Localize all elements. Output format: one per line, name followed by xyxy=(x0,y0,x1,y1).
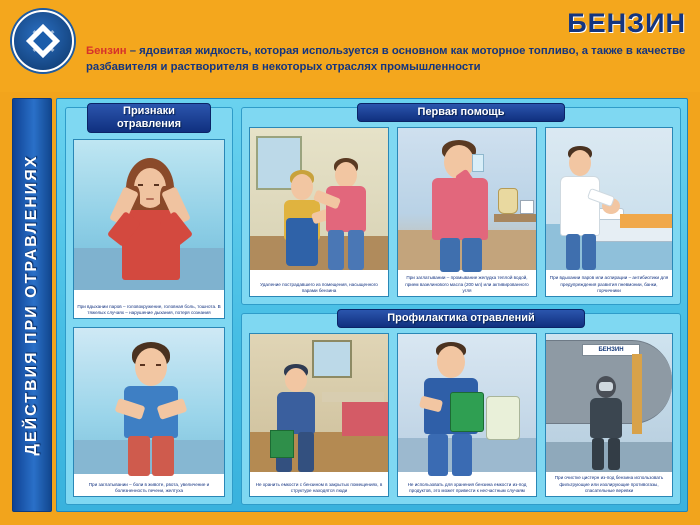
intro-text xyxy=(86,44,686,75)
card-prevention-1 xyxy=(249,333,389,497)
illustration-tank-cleaning xyxy=(546,334,672,472)
section-title-signs-line1: Признаки xyxy=(123,104,175,117)
card-prevention-3-caption: При очистке цистерн из-под бензина использовать фильтрующие или изолирующие противогазы, спасательные веревки xyxy=(546,473,672,496)
card-prevention-2 xyxy=(397,333,537,497)
card-aid-3-caption: При вдыхании паров или аспирации – антибиотики для предупреждения развития пневмонии, банки, горчичники xyxy=(546,273,672,296)
card-aid-3 xyxy=(545,127,673,297)
card-aid-1 xyxy=(249,127,389,297)
intro-body: – ядовитая жидкость, которая используется в основном как моторное топливо, а также в качестве разбавителя и растворителя в некоторых отраслях промышленности xyxy=(86,45,686,73)
illustration-drinking-water xyxy=(398,128,536,270)
section-title-signs-line2: отравления xyxy=(116,118,182,130)
section-title-first-aid-label: Первая помощь xyxy=(417,105,505,118)
tank-label: БЕНЗИН xyxy=(582,344,640,356)
card-prevention-1-caption: Не хранить емкости с бензином в закрытых помещениях, в структуре находятся люди xyxy=(250,480,388,496)
poster-header xyxy=(0,0,700,92)
card-signs-2-caption: При заглатывании – боли в животе, рвота, увеличение и болезненность печени, желтуха xyxy=(74,480,224,496)
card-signs-1 xyxy=(73,139,225,319)
emercom-star-logo xyxy=(12,10,74,72)
sidebar-vertical-banner xyxy=(12,98,52,512)
illustration-rescue-from-room xyxy=(250,128,388,270)
section-title-prevention xyxy=(337,309,585,328)
illustration-fuel-can-in-house xyxy=(250,334,388,472)
card-prevention-3 xyxy=(545,333,673,497)
content-board xyxy=(56,98,688,512)
illustration-stomach-pain-man xyxy=(74,328,224,474)
section-title-first-aid xyxy=(357,103,565,122)
section-title-signs xyxy=(87,103,211,133)
card-aid-1-caption: Удаление пострадавшего из помещения, насыщенного парами бензина xyxy=(250,280,388,296)
illustration-headache-woman xyxy=(74,140,224,290)
card-aid-2-caption: При заглатывании – промывание желудка теплой водой, прием вазелинового масла (200 мл) или активированного угля xyxy=(398,273,536,296)
section-title-prevention-label: Профилактика отравлений xyxy=(387,311,535,324)
intro-keyword: Бензин xyxy=(86,45,127,57)
illustration-no-food-containers xyxy=(398,334,536,472)
card-signs-1-caption: При вдыхании паров – головокружение, головная боль, тошнота. В тяжелых случаях – нарушение дыхания, потеря сознания xyxy=(74,302,224,318)
page-title: БЕНЗИН xyxy=(567,8,686,38)
card-prevention-2-caption: Не использовать для хранения бензина емкости из-под продуктов, это может привести к несчастным случаям xyxy=(398,480,536,496)
sidebar-label: ДЕЙСТВИЯ ПРИ ОТРАВЛЕНИЯХ xyxy=(23,154,40,456)
illustration-doctor-patient-bed xyxy=(546,128,672,270)
card-signs-2 xyxy=(73,327,225,497)
card-aid-2 xyxy=(397,127,537,297)
